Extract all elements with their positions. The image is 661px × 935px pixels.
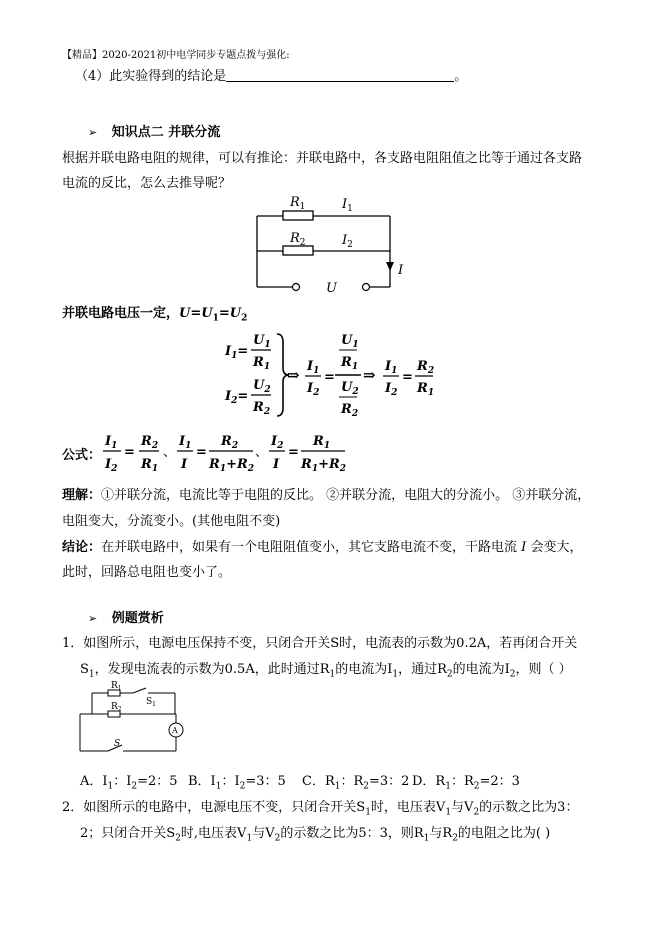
separator: 、 <box>163 445 177 460</box>
implies-arrow-1: ⇒ <box>287 366 300 384</box>
implies-arrow-2: ⇒ <box>363 366 376 384</box>
section-title: 知识点二 并联分流 <box>111 125 221 140</box>
deriv-u2: $U_2$ <box>253 378 271 395</box>
sym-u1: U <box>201 306 213 321</box>
ff-r2: $R_2$ <box>341 402 359 419</box>
f3-r1: R <box>313 434 324 449</box>
voltage-statement <box>62 302 247 324</box>
understanding-line-1 <box>62 484 590 503</box>
section-examples <box>88 607 164 626</box>
res-r2: $R_2$ <box>417 359 435 376</box>
option-d[interactable]: D．$R_1$：$R_2=2$：3 <box>412 774 520 792</box>
deriv-r1: $R_1$ <box>253 355 271 372</box>
p1-label-r2: $R_2$ <box>111 702 122 713</box>
label-r1: $R_1$ <box>290 195 306 212</box>
section-knowledge-2 <box>88 121 220 140</box>
sym-u2: U <box>229 306 242 321</box>
conclusion-label: 结论： <box>62 540 102 555</box>
svg-text:I2: $I_2$ <box>271 434 284 451</box>
conclusion-text-b: 会变大， <box>530 540 583 555</box>
p1-label-r1: $R_1$ <box>111 681 122 692</box>
eq-sign: = <box>288 445 299 460</box>
ammeter-icon: A <box>172 726 178 735</box>
parallel-circuit-diagram <box>250 192 410 297</box>
option-a[interactable]: A．$I_1$：$I_2=2$：5 <box>80 774 178 792</box>
conclusion-line-1 <box>62 536 582 555</box>
problem-2-line-1: 2．如图所示的电路中，电源电压不变，只闭合开关$S_1$时，电压表$V_1$与$V_2$的示数之比为3： <box>62 800 579 818</box>
res-i1: $I_1$ <box>385 359 398 376</box>
deriv-u1: $U_1$ <box>253 333 271 350</box>
voltage-prefix: 并联电路电压一定， <box>62 306 180 321</box>
option-b[interactable]: B．$I_1$：$I_2=3$：5 <box>188 774 286 792</box>
problem-2-line-2: 2；只闭合开关$S_2$时,电压表$V_1$与$V_2$的示数之比为5：3，则$R_1$与$R_2$的电阻之比为( ) <box>80 826 551 844</box>
eq-sign: = <box>124 445 135 460</box>
svg-text:R2: $R_2$ <box>221 434 239 451</box>
f3-i: I <box>273 457 280 472</box>
f1-r1: R <box>141 457 152 472</box>
svg-text:R1: $R_1$ <box>141 457 159 474</box>
label-i-total: I <box>398 263 404 278</box>
section-title: 例题赏析 <box>111 611 164 626</box>
answer-blank[interactable] <box>226 69 454 82</box>
f1-i2: I <box>105 457 112 472</box>
conclusion-line-2: 此时，回路总电阻也变小了。 <box>62 565 232 580</box>
eq-sign: = <box>324 370 335 385</box>
intro-line-2: 电流的反比，怎么去推导呢？ <box>62 176 232 191</box>
p1-label-s1: $S_1$ <box>146 697 156 708</box>
res-i2: $I_2$ <box>385 381 398 398</box>
label-u: U <box>326 281 337 296</box>
intro-line-1: 根据并联电路电阻的规律，可以有推论：并联电路中，各支路电阻阻值之比等于通过各支路 <box>62 151 583 166</box>
ff-u2: $U_2$ <box>341 380 359 397</box>
eq-sign: = <box>218 306 230 321</box>
ff-u1: $U_1$ <box>341 333 359 350</box>
sub-1: 1 <box>212 313 219 324</box>
f3-i2: I <box>271 434 278 449</box>
label-i1: $I_1$ <box>342 197 353 214</box>
question-4 <box>75 65 467 84</box>
p1-label-s: S <box>114 739 121 749</box>
svg-text:I2: $I_2$ <box>105 457 118 474</box>
svg-text:I1: $I_1$ <box>179 434 192 451</box>
arrow-bullet-icon: ➢ <box>88 126 98 139</box>
question-4-end: 。 <box>454 69 468 84</box>
separator: 、 <box>255 445 269 460</box>
sym-u: U <box>179 306 191 321</box>
problem-1-line-2: $S_1$，发现电流表的示数为0.5A，此时通过$R_1$的电流为$I_1$，通过$R_2$的电流为$I_2$，则（ ） <box>80 662 572 680</box>
formula-equations <box>103 428 353 478</box>
f2-i1: I <box>179 434 186 449</box>
f2-r2: R <box>221 434 232 449</box>
derivation-equations <box>225 330 445 420</box>
f2-i: I <box>181 457 188 472</box>
understanding-text: ①并联分流，电流比等于电阻的反比。 ②并联分流，电阻大的分流小。 ③并联分流， <box>101 488 591 503</box>
svg-text:R1+R2: $R_1+R_2$ <box>209 457 255 474</box>
frac-i1: $I_1$ <box>307 359 320 376</box>
label-r2: $R_2$ <box>290 231 306 248</box>
f1-i1: I <box>105 434 112 449</box>
deriv-i1: $I_1=$ <box>225 344 249 361</box>
question-4-text: （4）此实验得到的结论是 <box>75 69 227 84</box>
eq-sign: = <box>402 370 413 385</box>
conclusion-text: 在并联电路中，如果有一个电阻阻值变小，其它支路电流不变，干路电流 <box>101 540 518 555</box>
f1-r2: R <box>141 434 152 449</box>
svg-text:R1: $R_1$ <box>313 434 331 451</box>
ff-r1: $R_1$ <box>341 355 359 372</box>
res-r1: $R_1$ <box>417 381 435 398</box>
svg-text:R1+R2: $R_1+R_2$ <box>301 457 347 474</box>
header-label: 【精品】2020-2021初中电学同步专题点拨与强化: <box>62 50 290 61</box>
label-i2: $I_2$ <box>342 233 353 250</box>
understanding-label: 理解： <box>62 488 102 503</box>
eq-sign: = <box>196 445 207 460</box>
formula-label: 公式： <box>62 448 102 463</box>
sub-2: 2 <box>241 313 248 324</box>
option-c[interactable]: C．$R_1$：$R_2=3$：2 <box>302 774 410 792</box>
problem-1-line-1: 1．如图所示，电源电压保持不变，只闭合开关S时，电流表的示数为0.2A，若再闭合开关 <box>62 636 578 651</box>
deriv-r2: $R_2$ <box>253 400 271 417</box>
arrow-bullet-icon: ➢ <box>88 612 98 625</box>
frac-i2: $I_2$ <box>307 381 320 398</box>
problem-1-circuit <box>78 680 193 755</box>
deriv-i2: $I_2=$ <box>225 389 249 406</box>
sym-i: I <box>521 540 527 555</box>
svg-text:R2: $R_2$ <box>141 434 159 451</box>
understanding-line-2: 电阻变大，分流变小。(其他电阻不变) <box>62 514 281 529</box>
svg-text:I1: $I_1$ <box>105 434 118 451</box>
eq-sign: = <box>190 306 202 321</box>
